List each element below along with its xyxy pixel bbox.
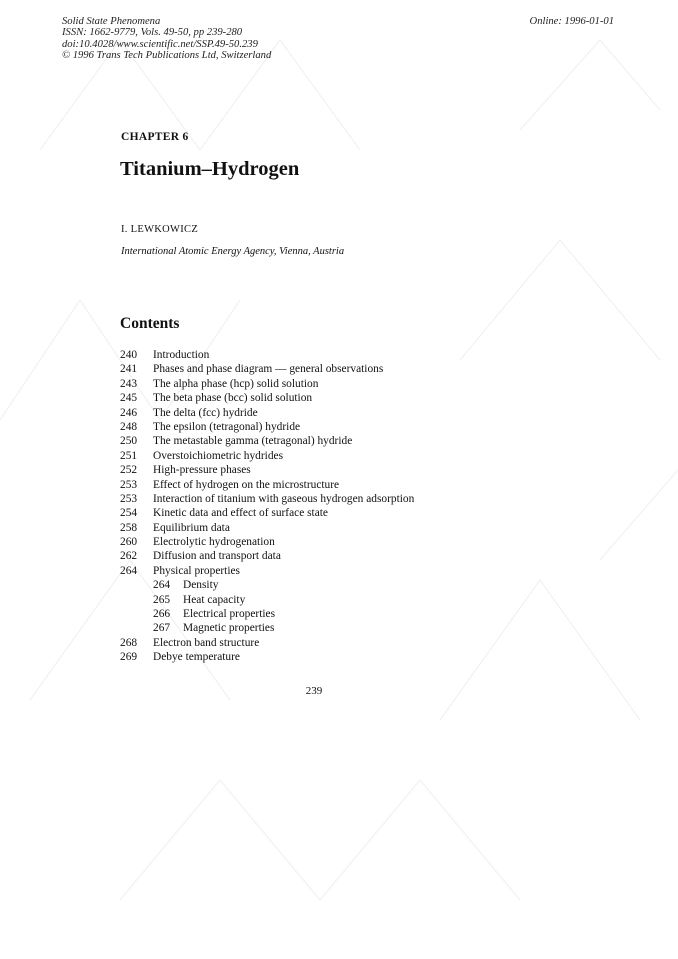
chapter-label: CHAPTER 6: [121, 131, 189, 143]
toc-page-number: 251: [120, 449, 138, 462]
toc-title: The epsilon (tetragonal) hydride: [153, 420, 301, 433]
toc-entry: [120, 463, 580, 477]
toc-page-number: 264: [153, 579, 171, 592]
toc-page-number: 258: [120, 521, 138, 534]
toc-title: Electrical properties: [183, 608, 276, 621]
toc-title: Equilibrium data: [153, 521, 230, 534]
journal-header: [62, 16, 271, 61]
table-of-contents: [120, 348, 580, 665]
author-name: I. LEWKOWICZ: [121, 224, 199, 235]
toc-entry: [120, 449, 580, 463]
toc-entry: [120, 564, 580, 578]
toc-entry: [120, 391, 580, 405]
toc-entry: [120, 549, 580, 563]
toc-page-number: 253: [120, 478, 138, 491]
author-affiliation: International Atomic Energy Agency, Vienna, Austria: [121, 246, 345, 257]
toc-page-number: 262: [120, 550, 138, 563]
toc-title: Diffusion and transport data: [153, 550, 281, 563]
toc-entry: [120, 478, 580, 492]
toc-title: Phases and phase diagram — general observations: [153, 363, 384, 376]
journal-name: Solid State Phenomena: [62, 16, 161, 27]
toc-page-number: 243: [120, 377, 138, 390]
toc-title: Introduction: [153, 349, 210, 361]
toc-title: The alpha phase (hcp) solid solution: [153, 377, 319, 390]
toc-title: The beta phase (bcc) solid solution: [153, 392, 313, 405]
toc-page-number: 250: [120, 435, 138, 448]
toc-page-number: 253: [120, 492, 138, 505]
toc-title: Heat capacity: [183, 593, 246, 606]
toc-subentry: [120, 621, 580, 635]
toc-entry: [120, 434, 580, 448]
toc-page-number: 264: [120, 564, 138, 577]
toc-page-number: 266: [153, 608, 171, 621]
toc-title: The metastable gamma (tetragonal) hydride: [153, 435, 353, 448]
toc-page-number: 269: [120, 651, 138, 664]
toc-title: Kinetic data and effect of surface state: [153, 507, 328, 520]
toc-title: Effect of hydrogen on the microstructure: [153, 478, 340, 491]
toc-title: Magnetic properties: [183, 622, 275, 635]
toc-page-number: 254: [120, 507, 138, 520]
toc-subentry: [120, 593, 580, 607]
toc-title: Debye temperature: [153, 651, 240, 664]
toc-title: Density: [183, 579, 219, 592]
doi-line: doi:10.4028/www.scientific.net/SSP.49-50.239: [62, 38, 258, 50]
toc-title: Interaction of titanium with gaseous hydrogen adsorption: [153, 492, 415, 505]
toc-entry: [120, 650, 580, 664]
toc-entry: [120, 506, 580, 520]
toc-title: High-pressure phases: [153, 464, 251, 477]
toc-entry: [120, 348, 580, 362]
toc-subentry: [120, 607, 580, 621]
toc-title: Physical properties: [153, 564, 240, 577]
toc-page-number: 246: [120, 406, 138, 419]
copyright-line: © 1996 Trans Tech Publications Ltd, Switzerland: [62, 49, 272, 61]
toc-subentry: [120, 578, 580, 592]
toc-entry: [120, 521, 580, 535]
toc-page-number: 245: [120, 392, 138, 405]
toc-entry: [120, 406, 580, 420]
chapter-title: Titanium–Hydrogen: [120, 158, 300, 180]
toc-entry: [120, 636, 580, 650]
toc-entry: [120, 492, 580, 506]
online-date: Online: 1996-01-01: [529, 16, 614, 27]
toc-page-number: 268: [120, 636, 138, 649]
contents-heading: Contents: [120, 315, 180, 332]
toc-page-number: 252: [120, 464, 138, 477]
page-number: 239: [305, 685, 323, 697]
toc-page-number: 241: [120, 363, 138, 376]
toc-page-number: 267: [153, 622, 171, 635]
toc-page-number: 240: [120, 349, 138, 361]
toc-title: Overstoichiometric hydrides: [153, 449, 284, 462]
toc-title: Electron band structure: [153, 636, 260, 649]
toc-entry: [120, 420, 580, 434]
toc-page-number: 265: [153, 593, 171, 606]
issn-line: ISSN: 1662-9779, Vols. 49-50, pp 239-280: [62, 27, 243, 39]
toc-entry: [120, 535, 580, 549]
toc-page-number: 260: [120, 536, 138, 549]
toc-entry: [120, 362, 580, 376]
toc-entry: [120, 377, 580, 391]
toc-page-number: 248: [120, 420, 138, 433]
toc-title: Electrolytic hydrogenation: [153, 536, 275, 549]
toc-title: The delta (fcc) hydride: [153, 406, 258, 419]
